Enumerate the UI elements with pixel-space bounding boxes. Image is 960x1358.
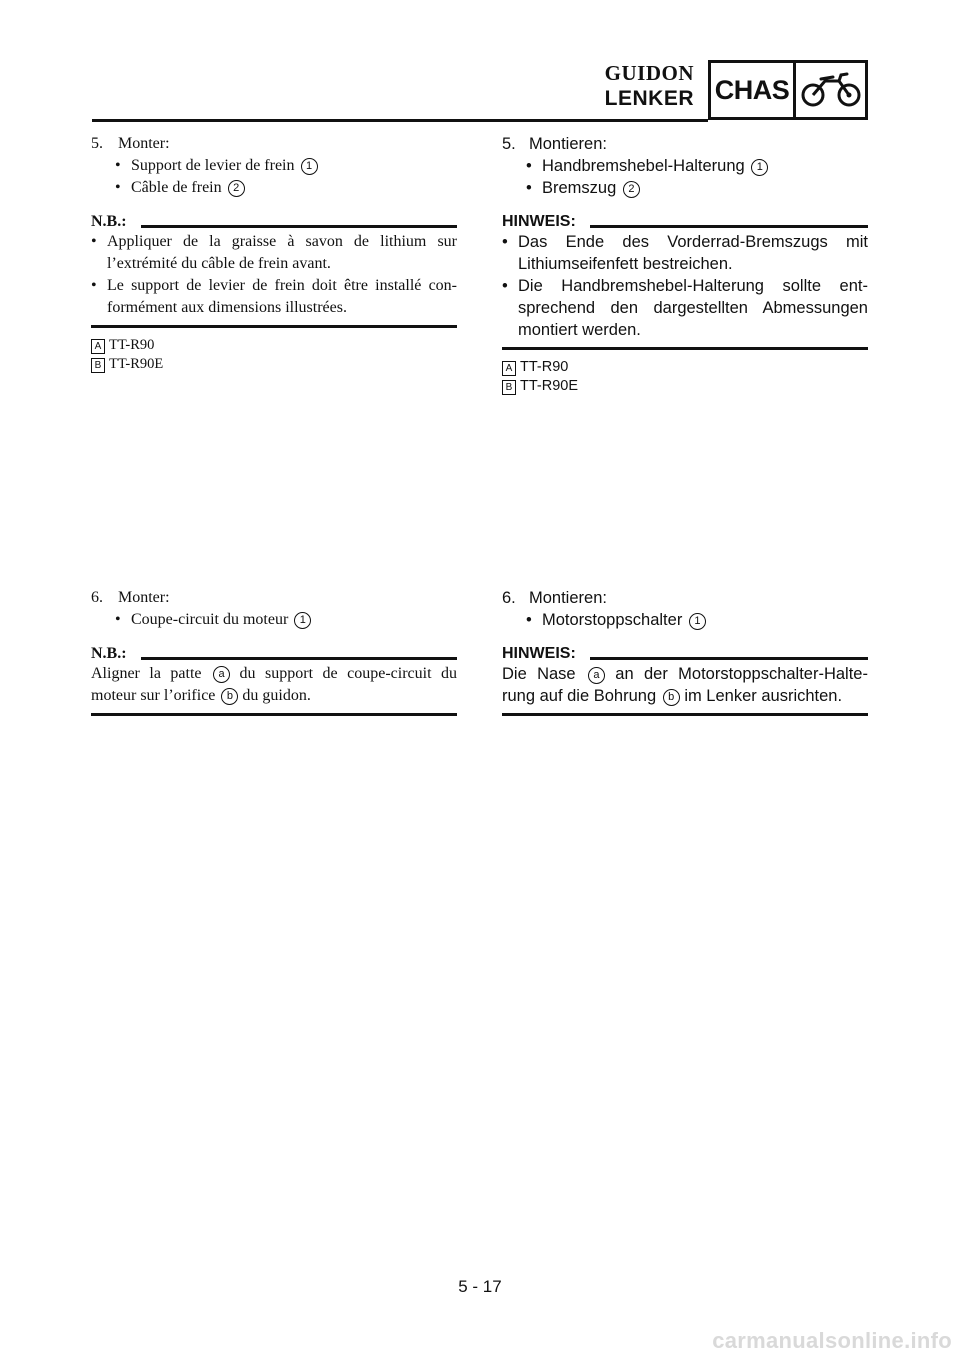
callout-a-icon: a: [213, 666, 230, 683]
fr-step6-block: [91, 587, 457, 716]
fr-step5-block: [91, 133, 457, 374]
de-step5-block: [502, 133, 868, 396]
list-item: • Support de levier de frein 1: [91, 155, 457, 177]
section-title-fr: GUIDON: [604, 61, 694, 85]
callout-b-icon: b: [663, 689, 680, 706]
label-b-icon: B: [91, 358, 105, 373]
note-text: Aligner la patte a du support de coupe-circuit du moteur sur l’orifice b du guidon.: [91, 665, 458, 704]
step-label: Montieren:: [529, 589, 607, 607]
note-bullet: • Le support de levier de frein doit être installé con-formément aux dimensions illustrées.: [91, 277, 457, 316]
callout-1-icon: 1: [294, 612, 311, 629]
de-note-heading: HINWEIS:: [502, 213, 868, 231]
label-a-icon: A: [91, 339, 105, 354]
list-item: • Bremszug 2: [502, 177, 868, 199]
de-step5-heading: [502, 133, 868, 155]
note-end-rule: [91, 713, 457, 716]
fr-note-heading: N.B.:: [91, 213, 457, 231]
legend-item: B TT-R90E: [91, 355, 457, 374]
step-number: 5.: [91, 135, 103, 152]
step-label: Monter:: [118, 589, 170, 606]
chapter-badge-label: CHAS: [711, 63, 796, 117]
legend-item: A TT-R90: [502, 358, 868, 377]
fr-step6-heading: [91, 587, 457, 609]
note-text: Die Nase a an der Motorstoppschalter-Halte-rung auf die Bohrung b im Lenker ausrichten.: [502, 665, 868, 705]
callout-2-icon: 2: [228, 180, 245, 197]
step-number: 6.: [502, 589, 516, 607]
list-item: • Coupe-circuit du moteur 1: [91, 609, 457, 631]
fr-model-legend: [91, 336, 457, 374]
list-item: • Câble de frein 2: [91, 177, 457, 199]
list-item: • Handbremshebel-Halterung 1: [502, 155, 868, 177]
motorcycle-icon: [796, 63, 865, 117]
section-title-de: LENKER: [604, 87, 694, 110]
callout-a-icon: a: [588, 667, 605, 684]
step-label: Montieren:: [529, 135, 607, 153]
note-end-rule: [502, 347, 868, 350]
header-rule: [92, 119, 708, 122]
de-step6-block: [502, 587, 868, 716]
legend-item: A TT-R90: [91, 336, 457, 355]
label-a-icon: A: [502, 361, 516, 376]
note-bullet: • Appliquer de la graisse à savon de lithium sur l’extrémité du câble de frein avant.: [91, 233, 457, 272]
callout-1-icon: 1: [301, 158, 318, 175]
legend-item: B TT-R90E: [502, 377, 868, 396]
fr-step5-heading: [91, 133, 457, 155]
note-bullet: • Die Handbremshebel-Halterung sollte ent-sprechend den dargestellten Abmessungen montiert werden.: [502, 277, 868, 339]
step-label: Monter:: [118, 135, 170, 152]
note-end-rule: [502, 713, 868, 716]
watermark-url[interactable]: carmanualsonline.info: [712, 1328, 952, 1353]
page-number: 5 - 17: [458, 1277, 502, 1296]
fr-note-heading: N.B.:: [91, 645, 457, 663]
step-number: 5.: [502, 135, 516, 153]
note-bullet: • Das Ende des Vorderrad-Bremszugs mit Lithiumseifenfett bestreichen.: [502, 233, 868, 273]
note-end-rule: [91, 325, 457, 328]
label-b-icon: B: [502, 380, 516, 395]
callout-1-icon: 1: [751, 159, 768, 176]
list-item: • Motorstoppschalter 1: [502, 609, 868, 631]
callout-1-icon: 1: [689, 613, 706, 630]
callout-b-icon: b: [221, 688, 238, 705]
de-step6-heading: [502, 587, 868, 609]
step-number: 6.: [91, 589, 103, 606]
chapter-badge: [708, 60, 868, 120]
callout-2-icon: 2: [623, 181, 640, 198]
de-model-legend: [502, 358, 868, 396]
de-note-heading: HINWEIS:: [502, 645, 868, 663]
